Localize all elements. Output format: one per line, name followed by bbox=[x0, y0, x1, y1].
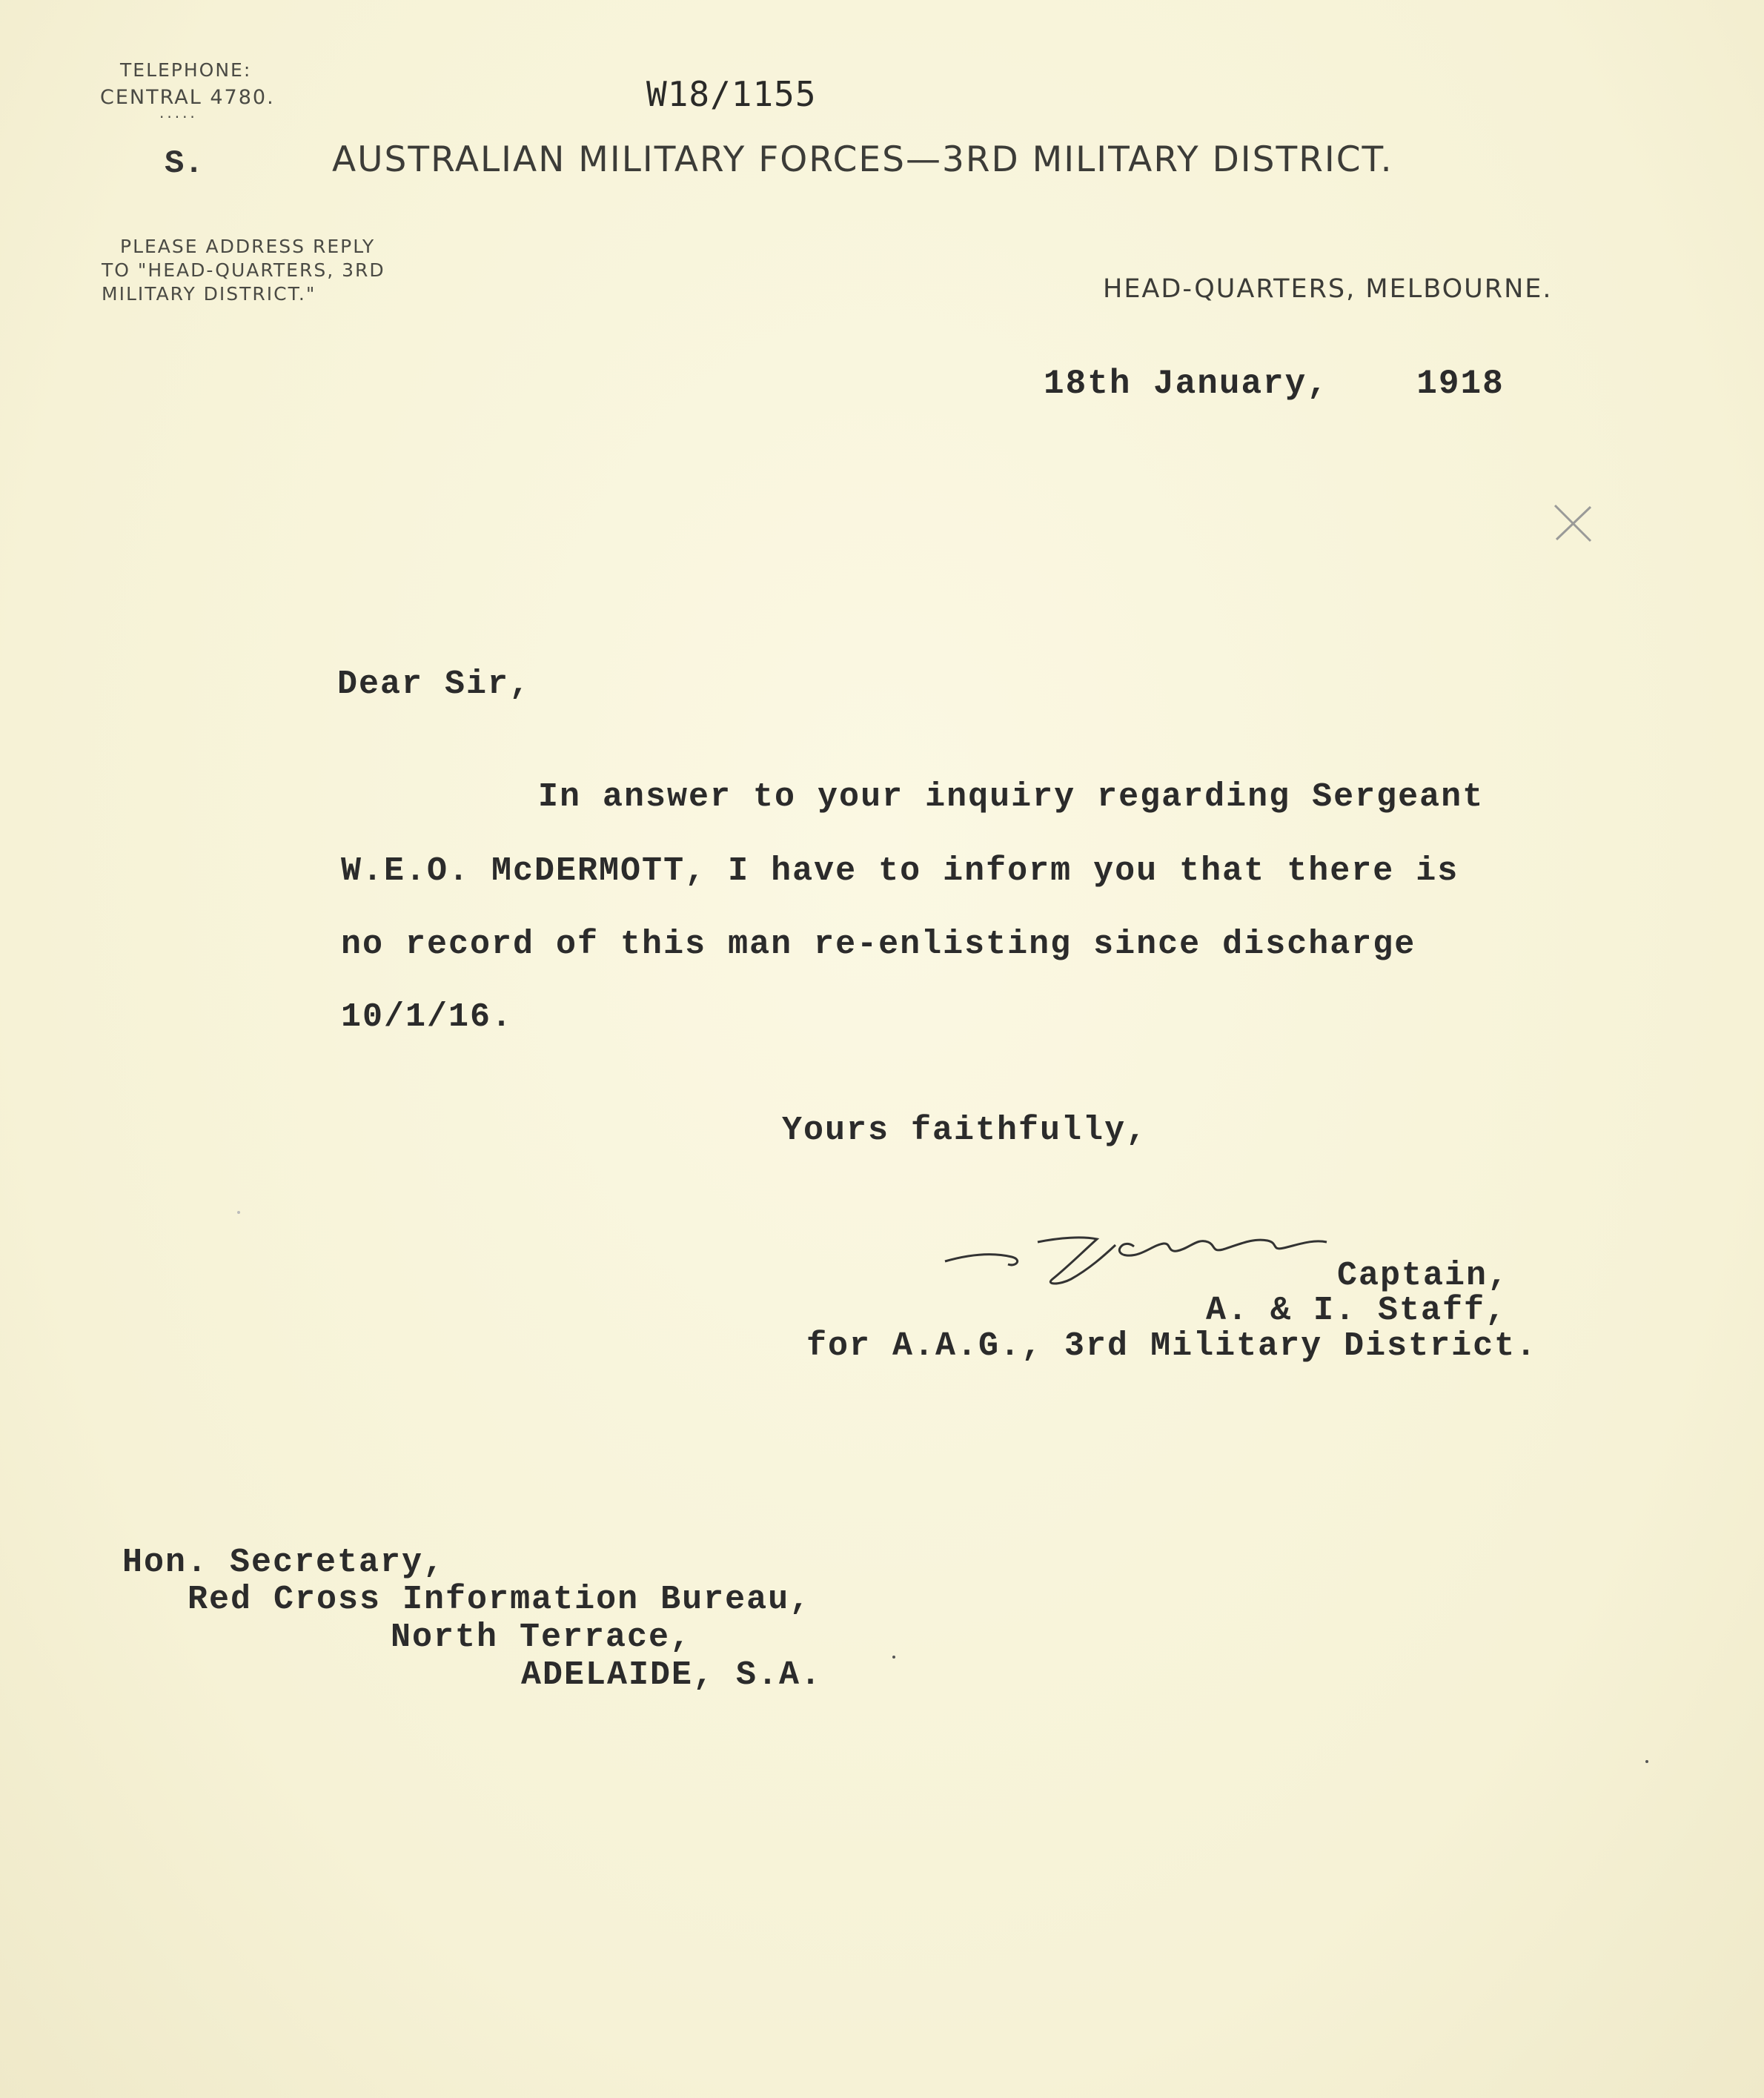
telephone-label: TELEPHONE: bbox=[120, 59, 252, 81]
body-line: In answer to your inquiry regarding Sergeant bbox=[538, 778, 1485, 816]
pencil-x-mark-icon bbox=[1551, 501, 1595, 545]
signatory-district: for A.A.G., 3rd Military District. bbox=[806, 1327, 1538, 1365]
body-line: 10/1/16. bbox=[341, 998, 514, 1036]
reply-instruction-line: MILITARY DISTRICT." bbox=[102, 283, 316, 305]
headquarters-location: HEAD-QUARTERS, MELBOURNE. bbox=[1103, 274, 1553, 304]
paper-speck bbox=[892, 1656, 895, 1659]
classification-mark: S. bbox=[165, 145, 204, 182]
salutation: Dear Sir, bbox=[337, 665, 531, 703]
letterhead-title: AUSTRALIAN MILITARY FORCES—3RD MILITARY DISTRICT. bbox=[332, 139, 1393, 180]
paper-speck bbox=[237, 1211, 240, 1214]
signatory-rank: Captain, bbox=[1337, 1257, 1510, 1295]
paper-speck bbox=[1645, 1760, 1648, 1763]
addressee-line: Red Cross Information Bureau, bbox=[188, 1581, 812, 1619]
reply-instruction-line: PLEASE ADDRESS REPLY bbox=[120, 236, 376, 257]
body-line: no record of this man re-enlisting since discharge bbox=[341, 926, 1416, 963]
addressee-line: ADELAIDE, S.A. bbox=[521, 1656, 823, 1694]
telephone-dots: ..... bbox=[159, 104, 198, 122]
closing: Yours faithfully, bbox=[782, 1112, 1148, 1149]
reply-instruction-line: TO "HEAD-QUARTERS, 3RD bbox=[102, 259, 385, 281]
letter-date: 18th January, 1918 bbox=[1044, 365, 1505, 403]
signatory-staff: A. & I. Staff, bbox=[1206, 1292, 1508, 1329]
handwritten-signature bbox=[941, 1208, 1386, 1297]
addressee-line: North Terrace, bbox=[391, 1619, 692, 1656]
file-reference: W18/1155 bbox=[646, 74, 817, 114]
addressee-line: Hon. Secretary, bbox=[122, 1544, 445, 1581]
telephone-number: CENTRAL 4780. bbox=[100, 86, 275, 109]
body-line: W.E.O. McDERMOTT, I have to inform you that there is bbox=[341, 852, 1459, 890]
